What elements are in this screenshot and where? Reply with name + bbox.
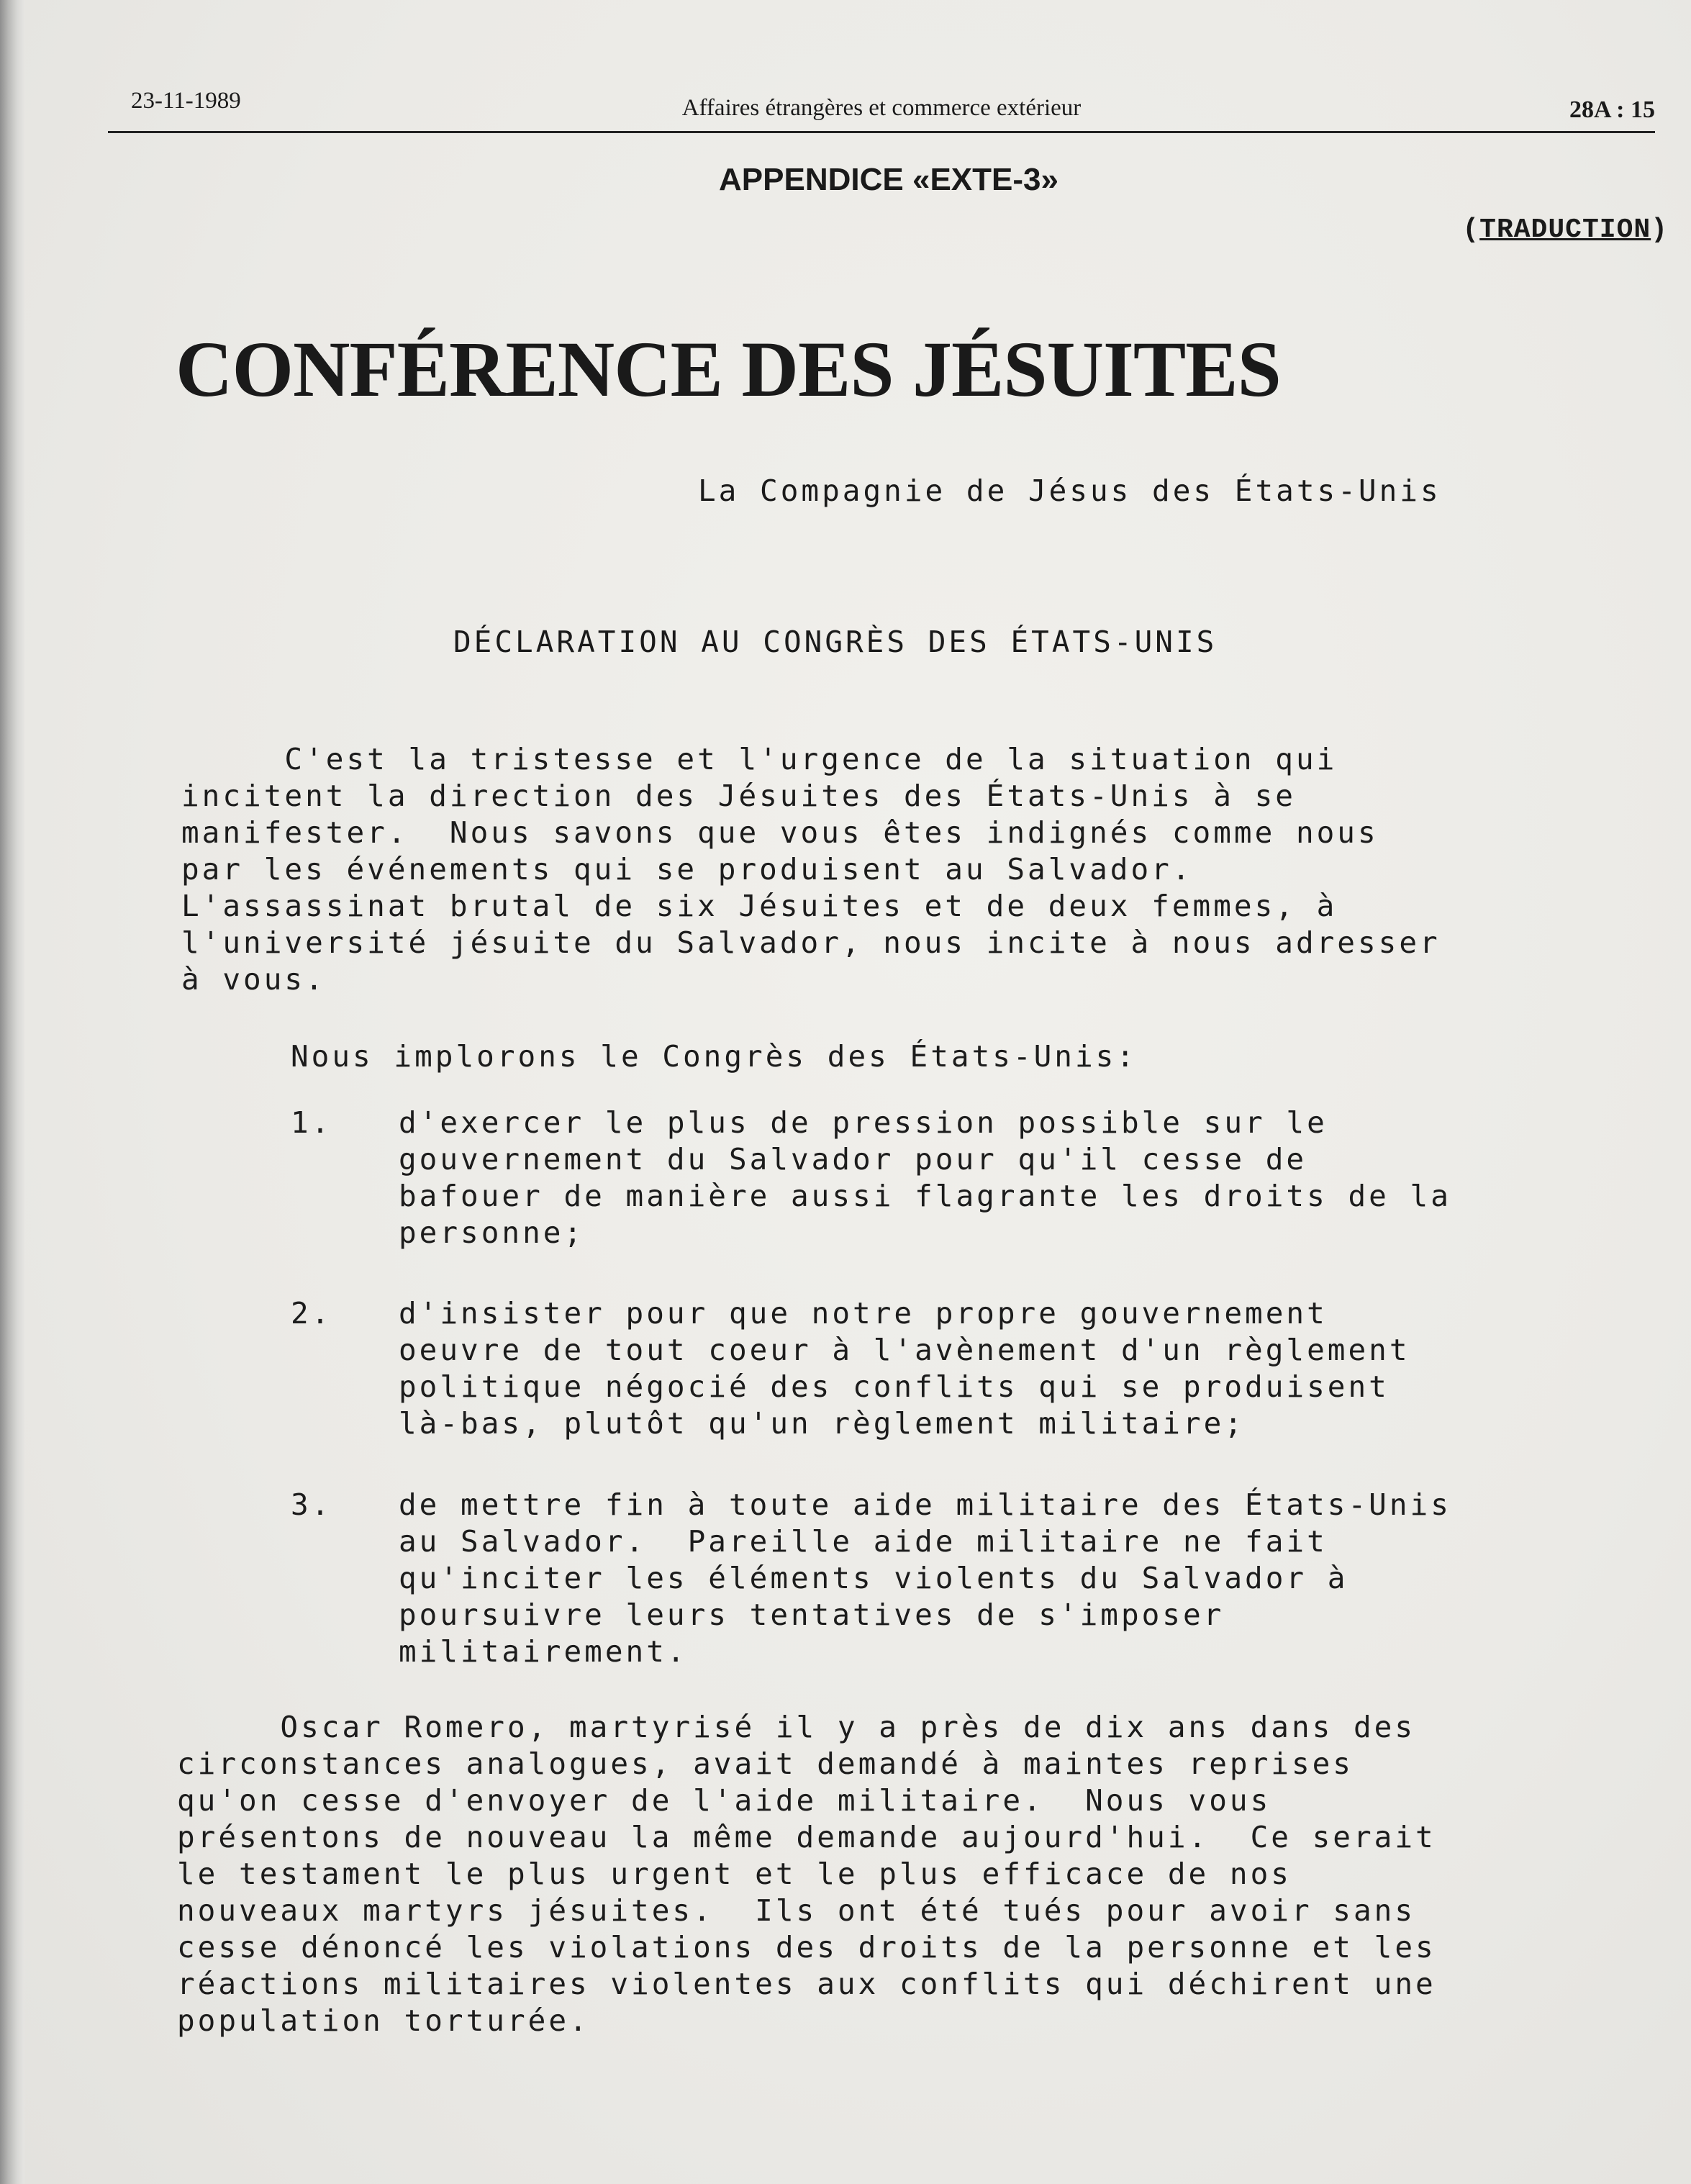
list-item-text: d'exercer le plus de pression possible sur le gouvernement du Salvador pour qu'il cesse de bafouer de manière aussi flagrante les droits de la personne; (399, 1105, 1451, 1250)
appendix-title: APPENDICE «EXTE-3» (719, 162, 1058, 197)
list-item-number: 1. (291, 1105, 332, 1140)
header-date: 23-11-1989 (131, 88, 241, 114)
main-title: CONFÉRENCE DES JÉSUITES (176, 325, 1281, 413)
list-item-text: de mettre fin à toute aide militaire des États-Unis au Salvador. Pareille aide militaire ne fait qu'inciter les éléments violents du Salvador à poursuivre leurs tentatives de s'imposer militairement. (399, 1487, 1451, 1669)
page-header (108, 85, 1655, 135)
paragraph-romero: Oscar Romero, martyrisé il y a près de dix ans dans des circonstances analogues, avait demandé à maintes reprises qu'on cesse d'envoyer de l'aide militaire. Nous vous présentons de nouveau la même demande aujourd'hui. Ce serait le testament le plus urgent et le plus efficace de nos nouveaux martyrs jésuites. Ils ont été tués pour avoir sans cesse dénoncé les violations des droits de la personne et les réactions militaires violentes aux conflits qui déchirent une population torturée. (177, 1710, 1436, 2038)
translation-note-close: ) (1651, 214, 1668, 245)
list-item-number: 2. (291, 1296, 332, 1331)
translation-note (1462, 214, 1668, 245)
translation-note-open: ( (1462, 214, 1480, 245)
scan-binding-edge (0, 0, 24, 2184)
list-lead-in: Nous implorons le Congrès des États-Unis: (291, 1039, 1138, 1074)
translation-note-word: TRADUCTION (1479, 214, 1651, 245)
subtitle: La Compagnie de Jésus des États-Unis (698, 473, 1441, 508)
paragraph-intro: C'est la tristesse et l'urgence de la situation qui incitent la direction des Jésuites des États-Unis à se manifester. Nous savons que vous êtes indignés comme nous par les événements qui se produisent au Salvador. L'assassinat brutal de six Jésuites et de deux femmes, à l'université jésuite du Salvador, nous incite à nous adresser à vous. (181, 742, 1441, 997)
section-title: DÉCLARATION AU CONGRÈS DES ÉTATS-UNIS (453, 625, 1218, 659)
header-rule (108, 131, 1655, 133)
header-publication: Affaires étrangères et commerce extérieur (681, 95, 1082, 121)
list-item-number: 3. (291, 1487, 332, 1522)
list-item-text: d'insister pour que notre propre gouvernement oeuvre de tout coeur à l'avènement d'un règlement politique négocié des conflits qui se produisent là-bas, plutôt qu'un règlement militaire; (399, 1296, 1410, 1441)
header-page-number: 28A : 15 (1569, 96, 1655, 123)
